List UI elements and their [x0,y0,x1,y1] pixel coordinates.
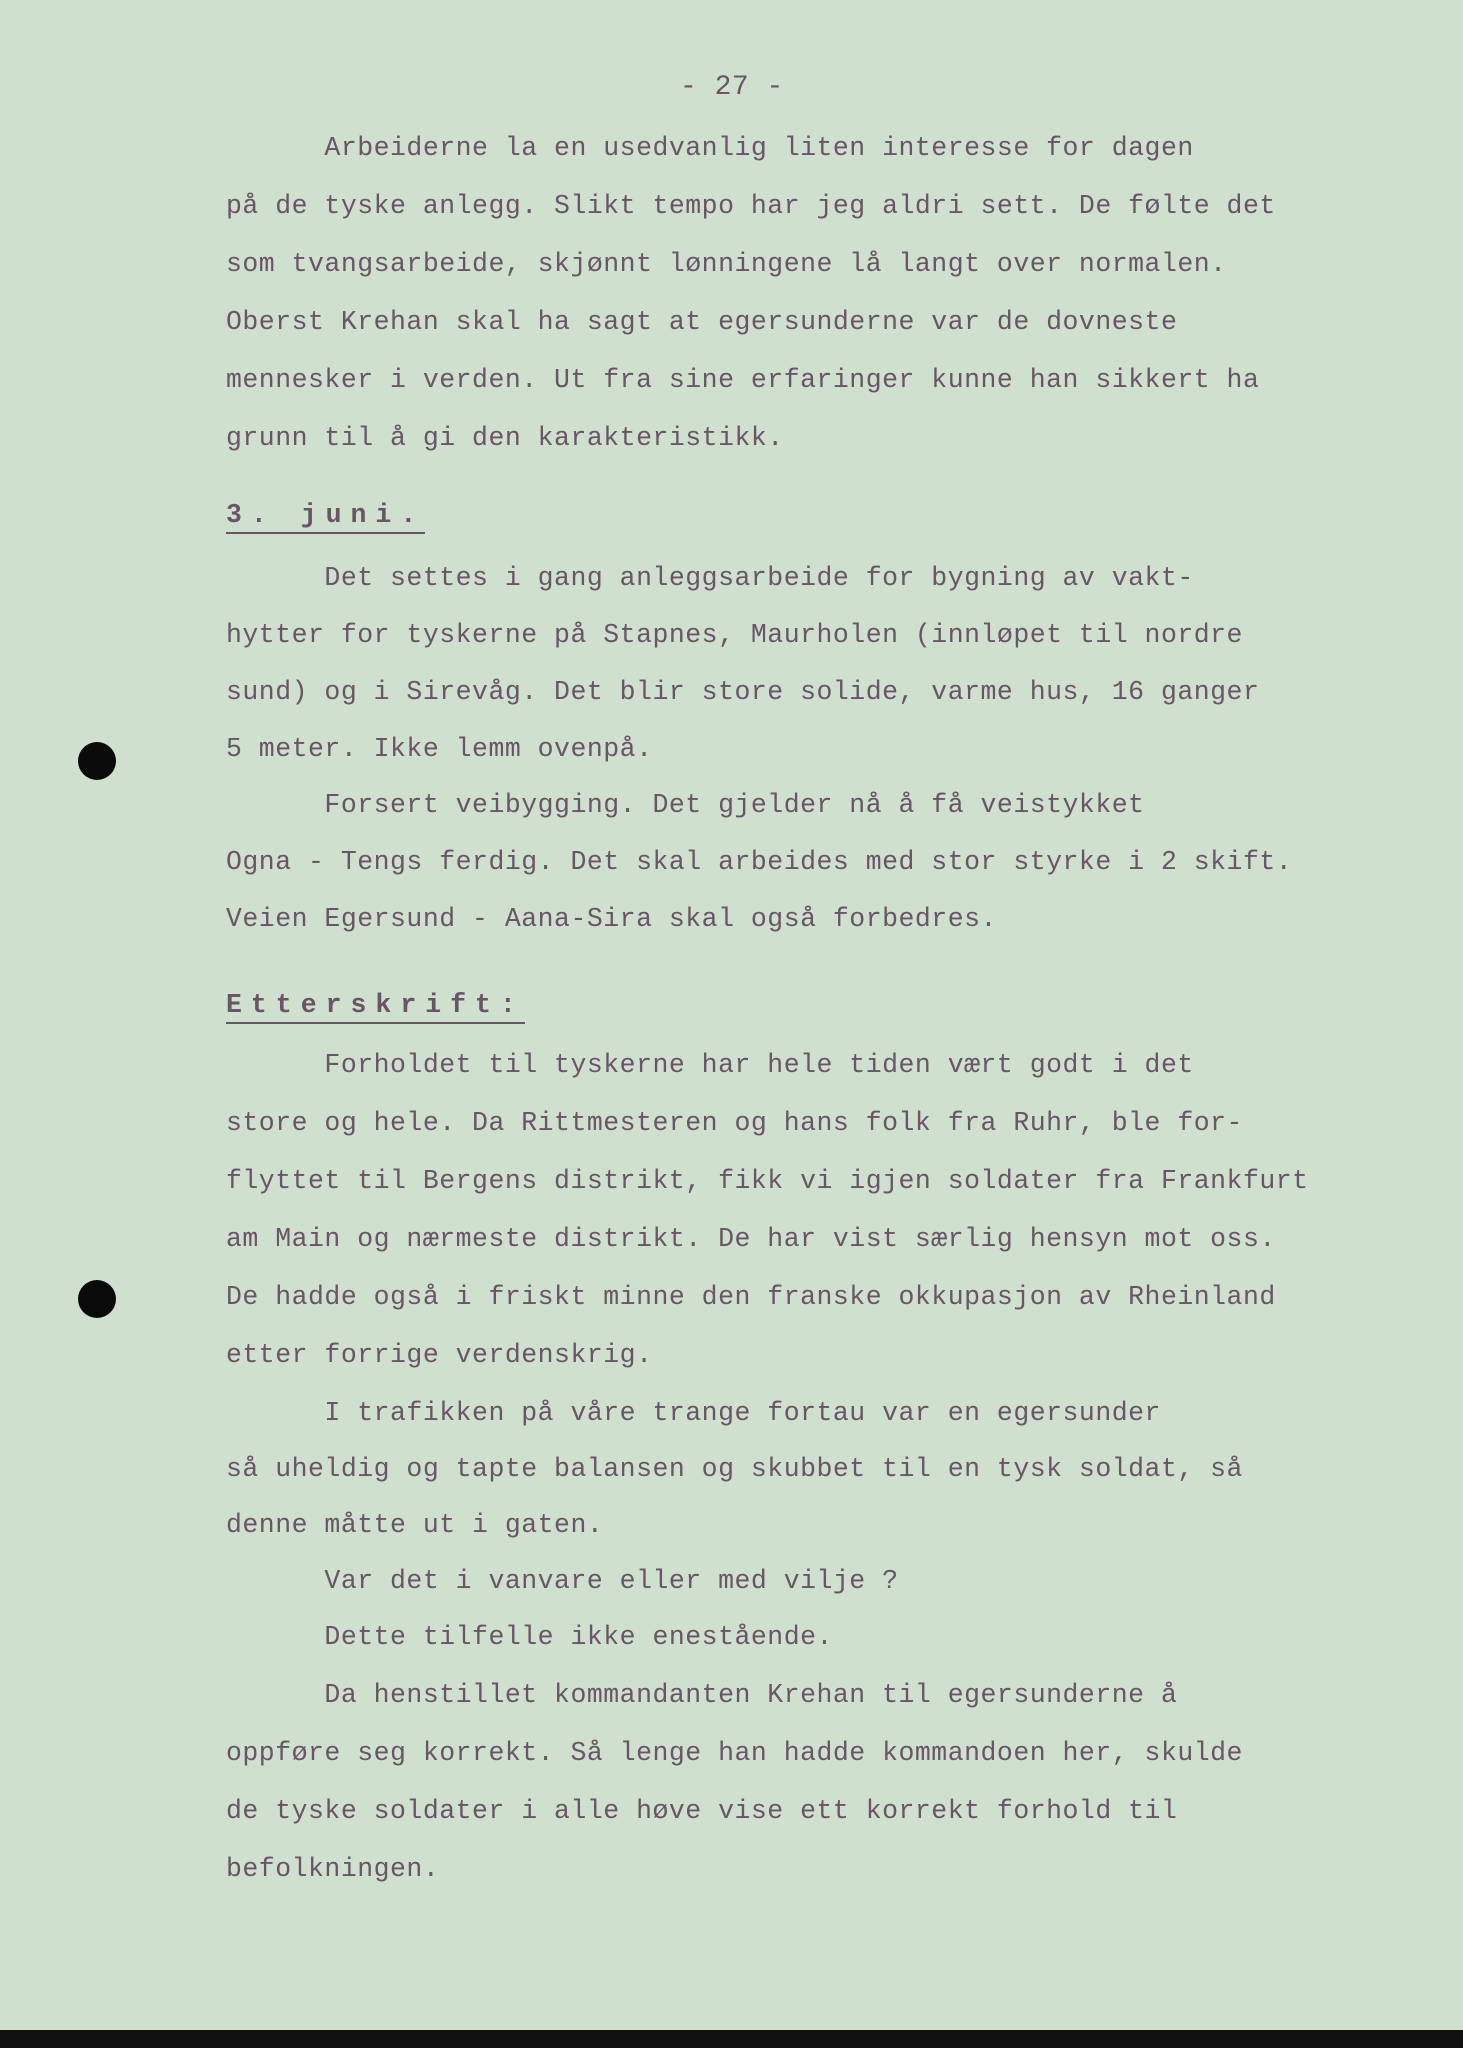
text-line: mennesker i verden. Ut fra sine erfaringer kunne han sikkert ha [226,365,1260,395]
text-line: Ogna - Tengs ferdig. Det skal arbeides med stor styrke i 2 skift. [226,847,1293,877]
text-line: Forholdet til tyskerne har hele tiden vært godt i det [226,1050,1194,1080]
text-line: befolkningen. [226,1854,440,1884]
text-line: am Main og nærmeste distrikt. De har vist særlig hensyn mot oss. [226,1224,1276,1254]
text-line: flyttet til Bergens distrikt, fikk vi igjen soldater fra Frankfurt [226,1166,1309,1196]
text-line: denne måtte ut i gaten. [226,1510,604,1540]
section-heading: Etterskrift: [226,990,525,1024]
text-line: Da henstillet kommandanten Krehan til egersunderne å [226,1680,1178,1710]
text-line: I trafikken på våre trange fortau var en egersunder [226,1398,1161,1428]
text-line: sund) og i Sirevåg. Det blir store solide, varme hus, 16 ganger [226,677,1260,707]
text-line: etter forrige verdenskrig. [226,1340,653,1370]
text-line: på de tyske anlegg. Slikt tempo har jeg aldri sett. De følte det [226,191,1276,221]
text-line: Arbeiderne la en usedvanlig liten interesse for dagen [226,133,1194,163]
text-line: De hadde også i friskt minne den franske okkupasjon av Rheinland [226,1282,1276,1312]
text-line: store og hele. Da Rittmesteren og hans folk fra Ruhr, ble for- [226,1108,1243,1138]
text-line: hytter for tyskerne på Stapnes, Maurholen (innløpet til nordre [226,620,1243,650]
text-line: som tvangsarbeide, skjønnt lønningene lå langt over normalen. [226,249,1227,279]
text-line: 5 meter. Ikke lemm ovenpå. [226,734,653,764]
text-line: så uheldig og tapte balansen og skubbet til en tysk soldat, så [226,1454,1243,1484]
text-line: Var det i vanvare eller med vilje ? [226,1566,899,1596]
text-line: Det settes i gang anleggsarbeide for bygning av vakt- [226,563,1194,593]
text-line: Dette tilfelle ikke enestående. [226,1622,833,1652]
section-heading: 3. juni. [226,500,425,534]
text-line: oppføre seg korrekt. Så lenge han hadde kommandoen her, skulde [226,1738,1243,1768]
page-number: - 27 - [680,72,784,103]
text-line: Veien Egersund - Aana-Sira skal også forbedres. [226,904,997,934]
text-line: Forsert veibygging. Det gjelder nå å få veistykket [226,790,1145,820]
text-line: grunn til å gi den karakteristikk. [226,423,784,453]
text-line: de tyske soldater i alle høve vise ett korrekt forhold til [226,1796,1178,1826]
scan-border [0,2030,1463,2048]
text-line: Oberst Krehan skal ha sagt at egersunderne var de dovneste [226,307,1178,337]
